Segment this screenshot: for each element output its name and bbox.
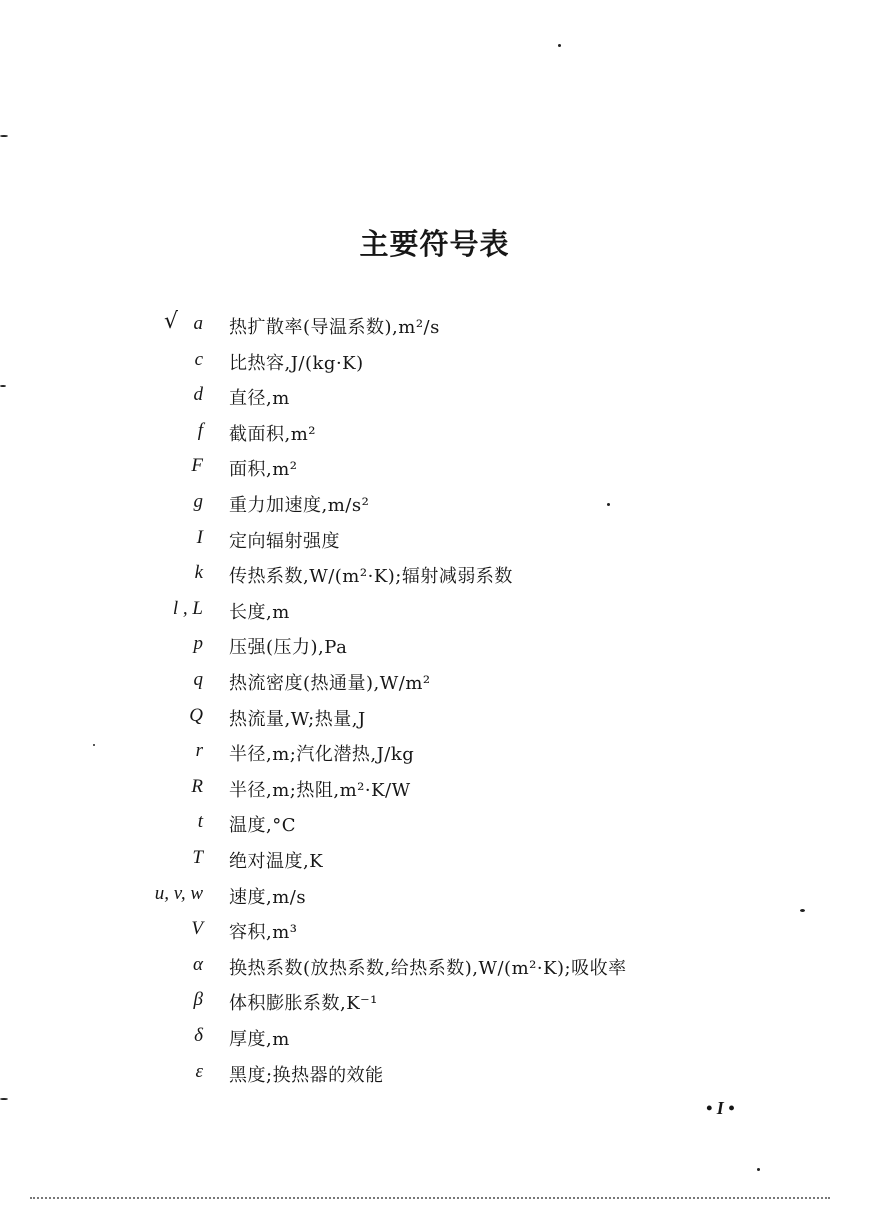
symbol: R xyxy=(191,775,203,797)
symbol: c xyxy=(194,348,203,370)
description: 面积,m² xyxy=(229,459,298,481)
symbol: t xyxy=(197,811,203,833)
symbol: g xyxy=(193,491,203,512)
scan-speck xyxy=(0,135,8,137)
list-item xyxy=(0,522,869,558)
page-number: • I • xyxy=(706,1098,735,1118)
symbol: p xyxy=(193,633,203,655)
list-item xyxy=(0,878,869,914)
symbol: V xyxy=(191,918,203,940)
scan-speck xyxy=(800,909,805,912)
list-item xyxy=(0,308,869,344)
symbol: l , L xyxy=(172,597,203,619)
scan-edge-line xyxy=(30,1197,830,1199)
list-item xyxy=(0,1056,869,1092)
symbol: δ xyxy=(194,1025,203,1046)
description: 重力加速度,m/s² xyxy=(229,495,370,516)
symbol: ε xyxy=(195,1060,203,1082)
symbol: f xyxy=(197,419,203,441)
symbol: d xyxy=(193,384,203,406)
description: 定向辐射强度 xyxy=(229,530,340,552)
list-item xyxy=(0,771,869,807)
description: 长度,m xyxy=(229,601,290,623)
description: 速度,m/s xyxy=(229,886,307,908)
description: 压强(压力),Pa xyxy=(229,637,348,659)
list-item xyxy=(0,628,869,664)
symbol: F xyxy=(191,455,203,477)
description: 传热系数,W/(m²·K);辐射减弱系数 xyxy=(229,566,513,588)
description: 半径,m;热阻,m²·K/W xyxy=(229,779,411,801)
symbol: r xyxy=(195,740,203,762)
symbol: a xyxy=(193,313,203,334)
scan-speck xyxy=(757,1168,760,1171)
description: 温度,°C xyxy=(229,815,296,837)
list-item xyxy=(0,842,869,878)
list-item xyxy=(0,984,869,1020)
list-item xyxy=(0,486,869,522)
symbol: α xyxy=(193,953,203,975)
list-item xyxy=(0,450,869,486)
scan-speck xyxy=(0,1098,8,1100)
list-item xyxy=(0,557,869,593)
list-item xyxy=(0,1020,869,1056)
description: 体积膨胀系数,K⁻¹ xyxy=(229,993,378,1015)
description: 容积,m³ xyxy=(229,922,298,944)
description: 半径,m;汽化潜热,J/kg xyxy=(229,744,415,766)
scan-speck xyxy=(607,503,610,506)
description: 热流密度(热通量),W/m² xyxy=(229,673,431,694)
symbol: Q xyxy=(189,704,203,726)
list-item xyxy=(0,949,869,985)
list-item xyxy=(0,379,869,415)
symbol: β xyxy=(193,989,203,1011)
symbol: T xyxy=(192,847,203,868)
description: 热扩散率(导温系数),m²/s xyxy=(229,317,440,338)
description: 比热容,J/(kg·K) xyxy=(229,352,364,374)
symbol: u, v, w xyxy=(154,882,203,904)
scan-speck xyxy=(93,744,95,746)
description: 厚度,m xyxy=(229,1029,290,1050)
symbol: q xyxy=(193,669,203,690)
scan-speck xyxy=(0,385,6,387)
description: 热流量,W;热量,J xyxy=(229,708,366,730)
list-item xyxy=(0,664,869,700)
description: 截面积,m² xyxy=(229,423,317,445)
list-item xyxy=(0,415,869,451)
description: 换热系数(放热系数,给热系数),W/(m²·K);吸收率 xyxy=(229,957,627,979)
list-item xyxy=(0,913,869,949)
description: 直径,m xyxy=(229,388,290,410)
symbol: I xyxy=(196,526,203,548)
scan-speck xyxy=(558,44,561,47)
list-item xyxy=(0,735,869,771)
description: 黑度;换热器的效能 xyxy=(229,1064,384,1086)
symbol: k xyxy=(194,562,203,584)
check-mark: √ xyxy=(164,309,179,334)
list-item xyxy=(0,806,869,842)
list-item xyxy=(0,593,869,629)
list-item xyxy=(0,344,869,380)
page-title: 主要符号表 xyxy=(359,227,510,261)
list-item xyxy=(0,700,869,736)
description: 绝对温度,K xyxy=(229,851,324,872)
